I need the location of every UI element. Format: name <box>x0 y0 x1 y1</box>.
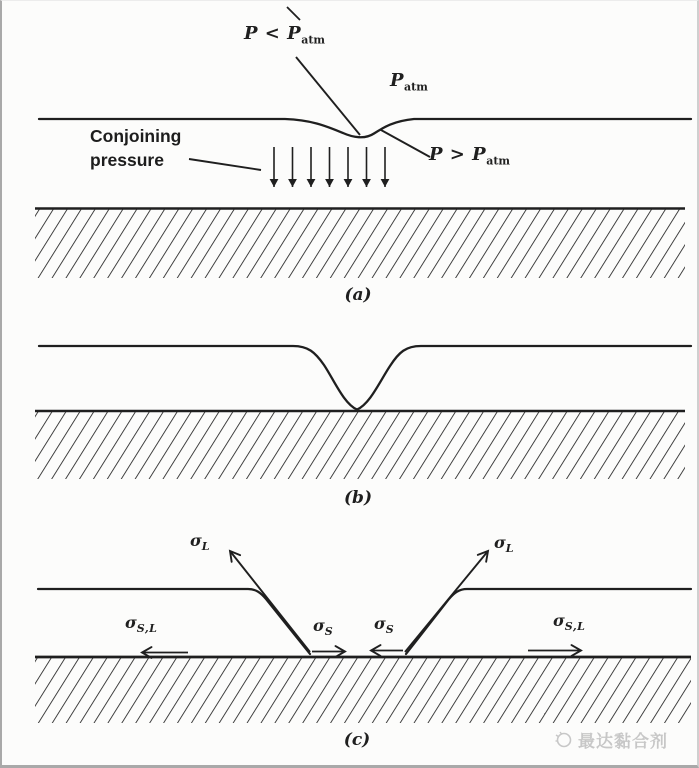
sigma-symbol: σ <box>553 611 565 630</box>
sigma-L-left-arrow <box>230 551 310 652</box>
pressure-high-leader-line <box>381 130 430 157</box>
sigma-L-right-arrow <box>405 551 488 652</box>
sigma-S-subscript: S <box>324 625 334 639</box>
panel-b-group <box>35 346 691 479</box>
conjoining-line2: pressure <box>90 150 164 170</box>
pressure-high-label <box>429 144 510 168</box>
panel-c-group <box>35 551 691 723</box>
panel-c-left-film-edge <box>38 589 310 654</box>
pressure-low-leader-line <box>296 57 360 135</box>
sigma-symbol: σ <box>313 616 325 635</box>
figure-linework <box>2 1 699 768</box>
sigma-SL-subscript: S,L <box>136 622 158 636</box>
pressure-atm-main: P <box>390 70 405 91</box>
conjoining-pressure-leader-line <box>189 159 261 170</box>
sigma-symbol: σ <box>374 614 386 633</box>
sigma-L-right-label <box>494 533 514 555</box>
watermark <box>554 727 668 752</box>
stray-leader-line <box>287 7 300 20</box>
sigma-L-subscript: L <box>505 542 515 556</box>
conjoining-pressure-arrows <box>274 147 385 187</box>
pressure-atm-label <box>390 70 428 94</box>
pressure-high-subscript: atm <box>486 154 511 168</box>
watermark-text: 最达黏合剂 <box>578 732 668 751</box>
sigma-SL-right-label <box>553 611 585 633</box>
panel-b-label: (b) <box>344 488 372 508</box>
pressure-low-main: P < P <box>244 23 302 44</box>
sigma-S-left-label <box>313 616 333 638</box>
sigma-L-left-label <box>190 531 210 553</box>
sigma-L-subscript: L <box>201 540 211 554</box>
pressure-low-subscript: atm <box>301 33 326 47</box>
panel-c-substrate-hatching <box>35 658 691 723</box>
sigma-SL-subscript: S,L <box>564 620 586 634</box>
conjoining-line1: Conjoining <box>90 126 182 146</box>
sigma-symbol: σ <box>125 613 137 632</box>
sigma-symbol: σ <box>190 531 202 550</box>
pressure-high-main: P > P <box>429 144 487 165</box>
pressure-atm-subscript: atm <box>404 80 428 94</box>
panel-b-liquid-surface-touching-substrate <box>39 346 691 410</box>
sigma-SL-left-label <box>125 613 157 635</box>
sigma-S-right-label <box>374 614 394 636</box>
panel-a-label: (a) <box>344 285 372 305</box>
panel-a-substrate-hatching <box>35 209 685 278</box>
panel-c-label: (c) <box>343 730 371 750</box>
watermark-logo-icon <box>554 730 573 749</box>
sigma-S-subscript: S <box>385 623 395 637</box>
pressure-low-label <box>244 23 325 47</box>
sigma-symbol: σ <box>494 533 506 552</box>
panel-b-substrate-hatching <box>35 412 685 479</box>
conjoining-pressure-label <box>90 124 181 172</box>
